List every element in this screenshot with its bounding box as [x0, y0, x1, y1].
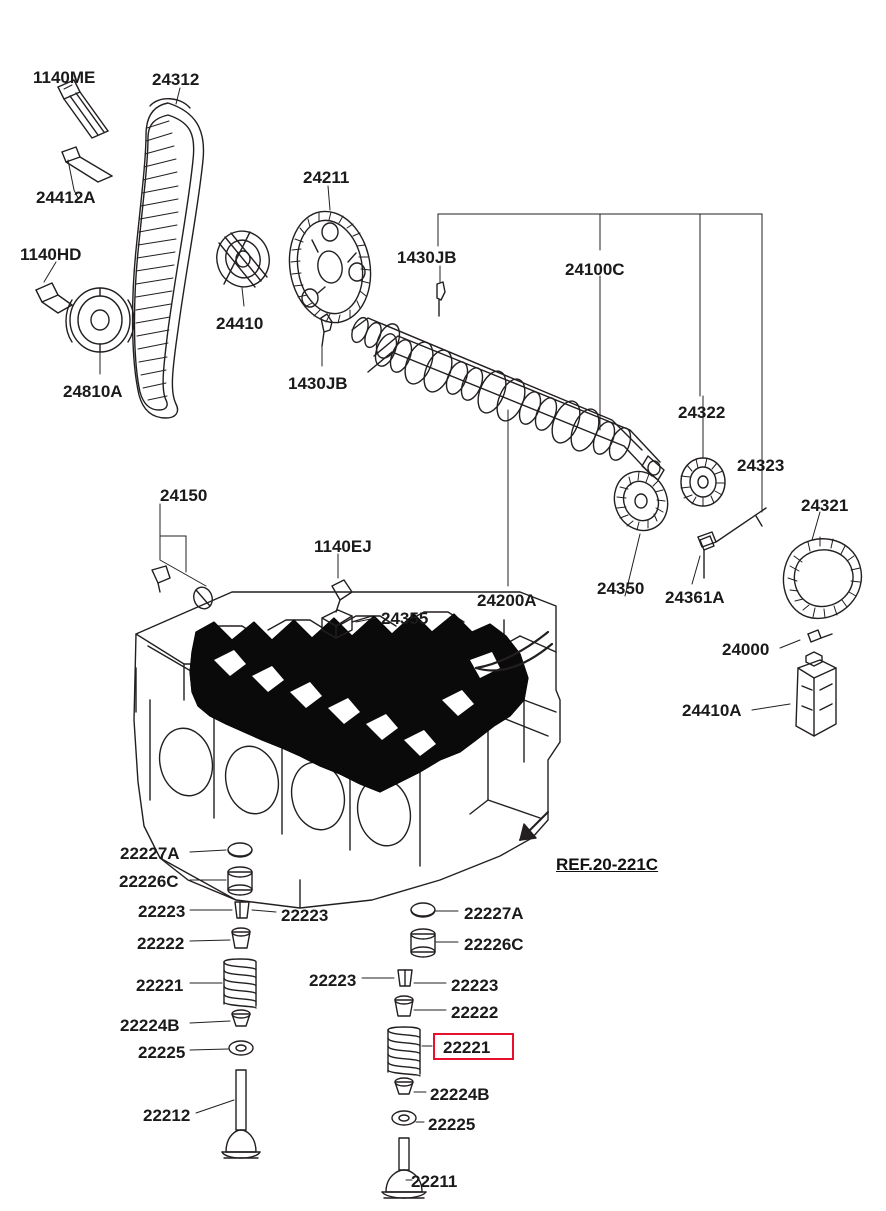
part-label-22211[interactable]: 22211: [411, 1172, 458, 1191]
part-label-22223-left-b[interactable]: 22223: [281, 906, 329, 925]
part-label-24410A[interactable]: 24410A: [682, 701, 742, 720]
part-label-22221-left[interactable]: 22221: [136, 976, 184, 995]
part-label-22224B-left[interactable]: 22224B: [120, 1016, 180, 1035]
part-label-22224B-right[interactable]: 22224B: [430, 1085, 490, 1104]
part-label-24321[interactable]: 24321: [801, 496, 849, 515]
part-label-1140HD[interactable]: 1140HD: [20, 245, 82, 264]
part-label-24350[interactable]: 24350: [597, 579, 645, 598]
part-label-24100C[interactable]: 24100C: [565, 260, 625, 279]
highlighted-part-label[interactable]: 22221: [443, 1038, 491, 1057]
part-label-22227A-right[interactable]: 22227A: [464, 904, 524, 923]
part-label-1430JB-right[interactable]: 1430JB: [397, 248, 457, 267]
part-label-22212[interactable]: 22212: [143, 1106, 191, 1125]
part-label-22223-right-b[interactable]: 22223: [451, 976, 499, 995]
part-label-24322[interactable]: 24322: [678, 403, 726, 422]
part-label-24410[interactable]: 24410: [216, 314, 264, 333]
part-label-1430JB-left[interactable]: 1430JB: [288, 374, 348, 393]
part-label-22223-right-a[interactable]: 22223: [309, 971, 357, 990]
part-label-24323[interactable]: 24323: [737, 456, 785, 475]
part-label-22222-right[interactable]: 22222: [451, 1003, 499, 1022]
part-label-1140ME[interactable]: 1140ME: [33, 68, 96, 87]
part-label-22225-right[interactable]: 22225: [428, 1115, 476, 1134]
part-label-22226C-right[interactable]: 22226C: [464, 935, 524, 954]
part-label-24312[interactable]: 24312: [152, 70, 200, 89]
part-label-24211[interactable]: 24211: [303, 168, 350, 187]
part-label-24200A[interactable]: 24200A: [477, 591, 537, 610]
part-label-22225-left[interactable]: 22225: [138, 1043, 186, 1062]
part-label-22227A-left[interactable]: 22227A: [120, 844, 180, 863]
part-label-22226C-left[interactable]: 22226C: [119, 872, 179, 891]
part-label-1140EJ[interactable]: 1140EJ: [314, 537, 372, 556]
part-label-24000[interactable]: 24000: [722, 640, 770, 659]
part-label-24361A[interactable]: 24361A: [665, 588, 725, 607]
part-label-22223-left-a[interactable]: 22223: [138, 902, 186, 921]
part-label-22222-left[interactable]: 22222: [137, 934, 185, 953]
part-label-24355[interactable]: 24355: [381, 609, 429, 628]
part-label-24150[interactable]: 24150: [160, 486, 208, 505]
part-label-24412A[interactable]: 24412A: [36, 188, 96, 207]
part-label-24810A[interactable]: 24810A: [63, 382, 123, 401]
reference-note[interactable]: REF.20-221C: [556, 855, 659, 874]
